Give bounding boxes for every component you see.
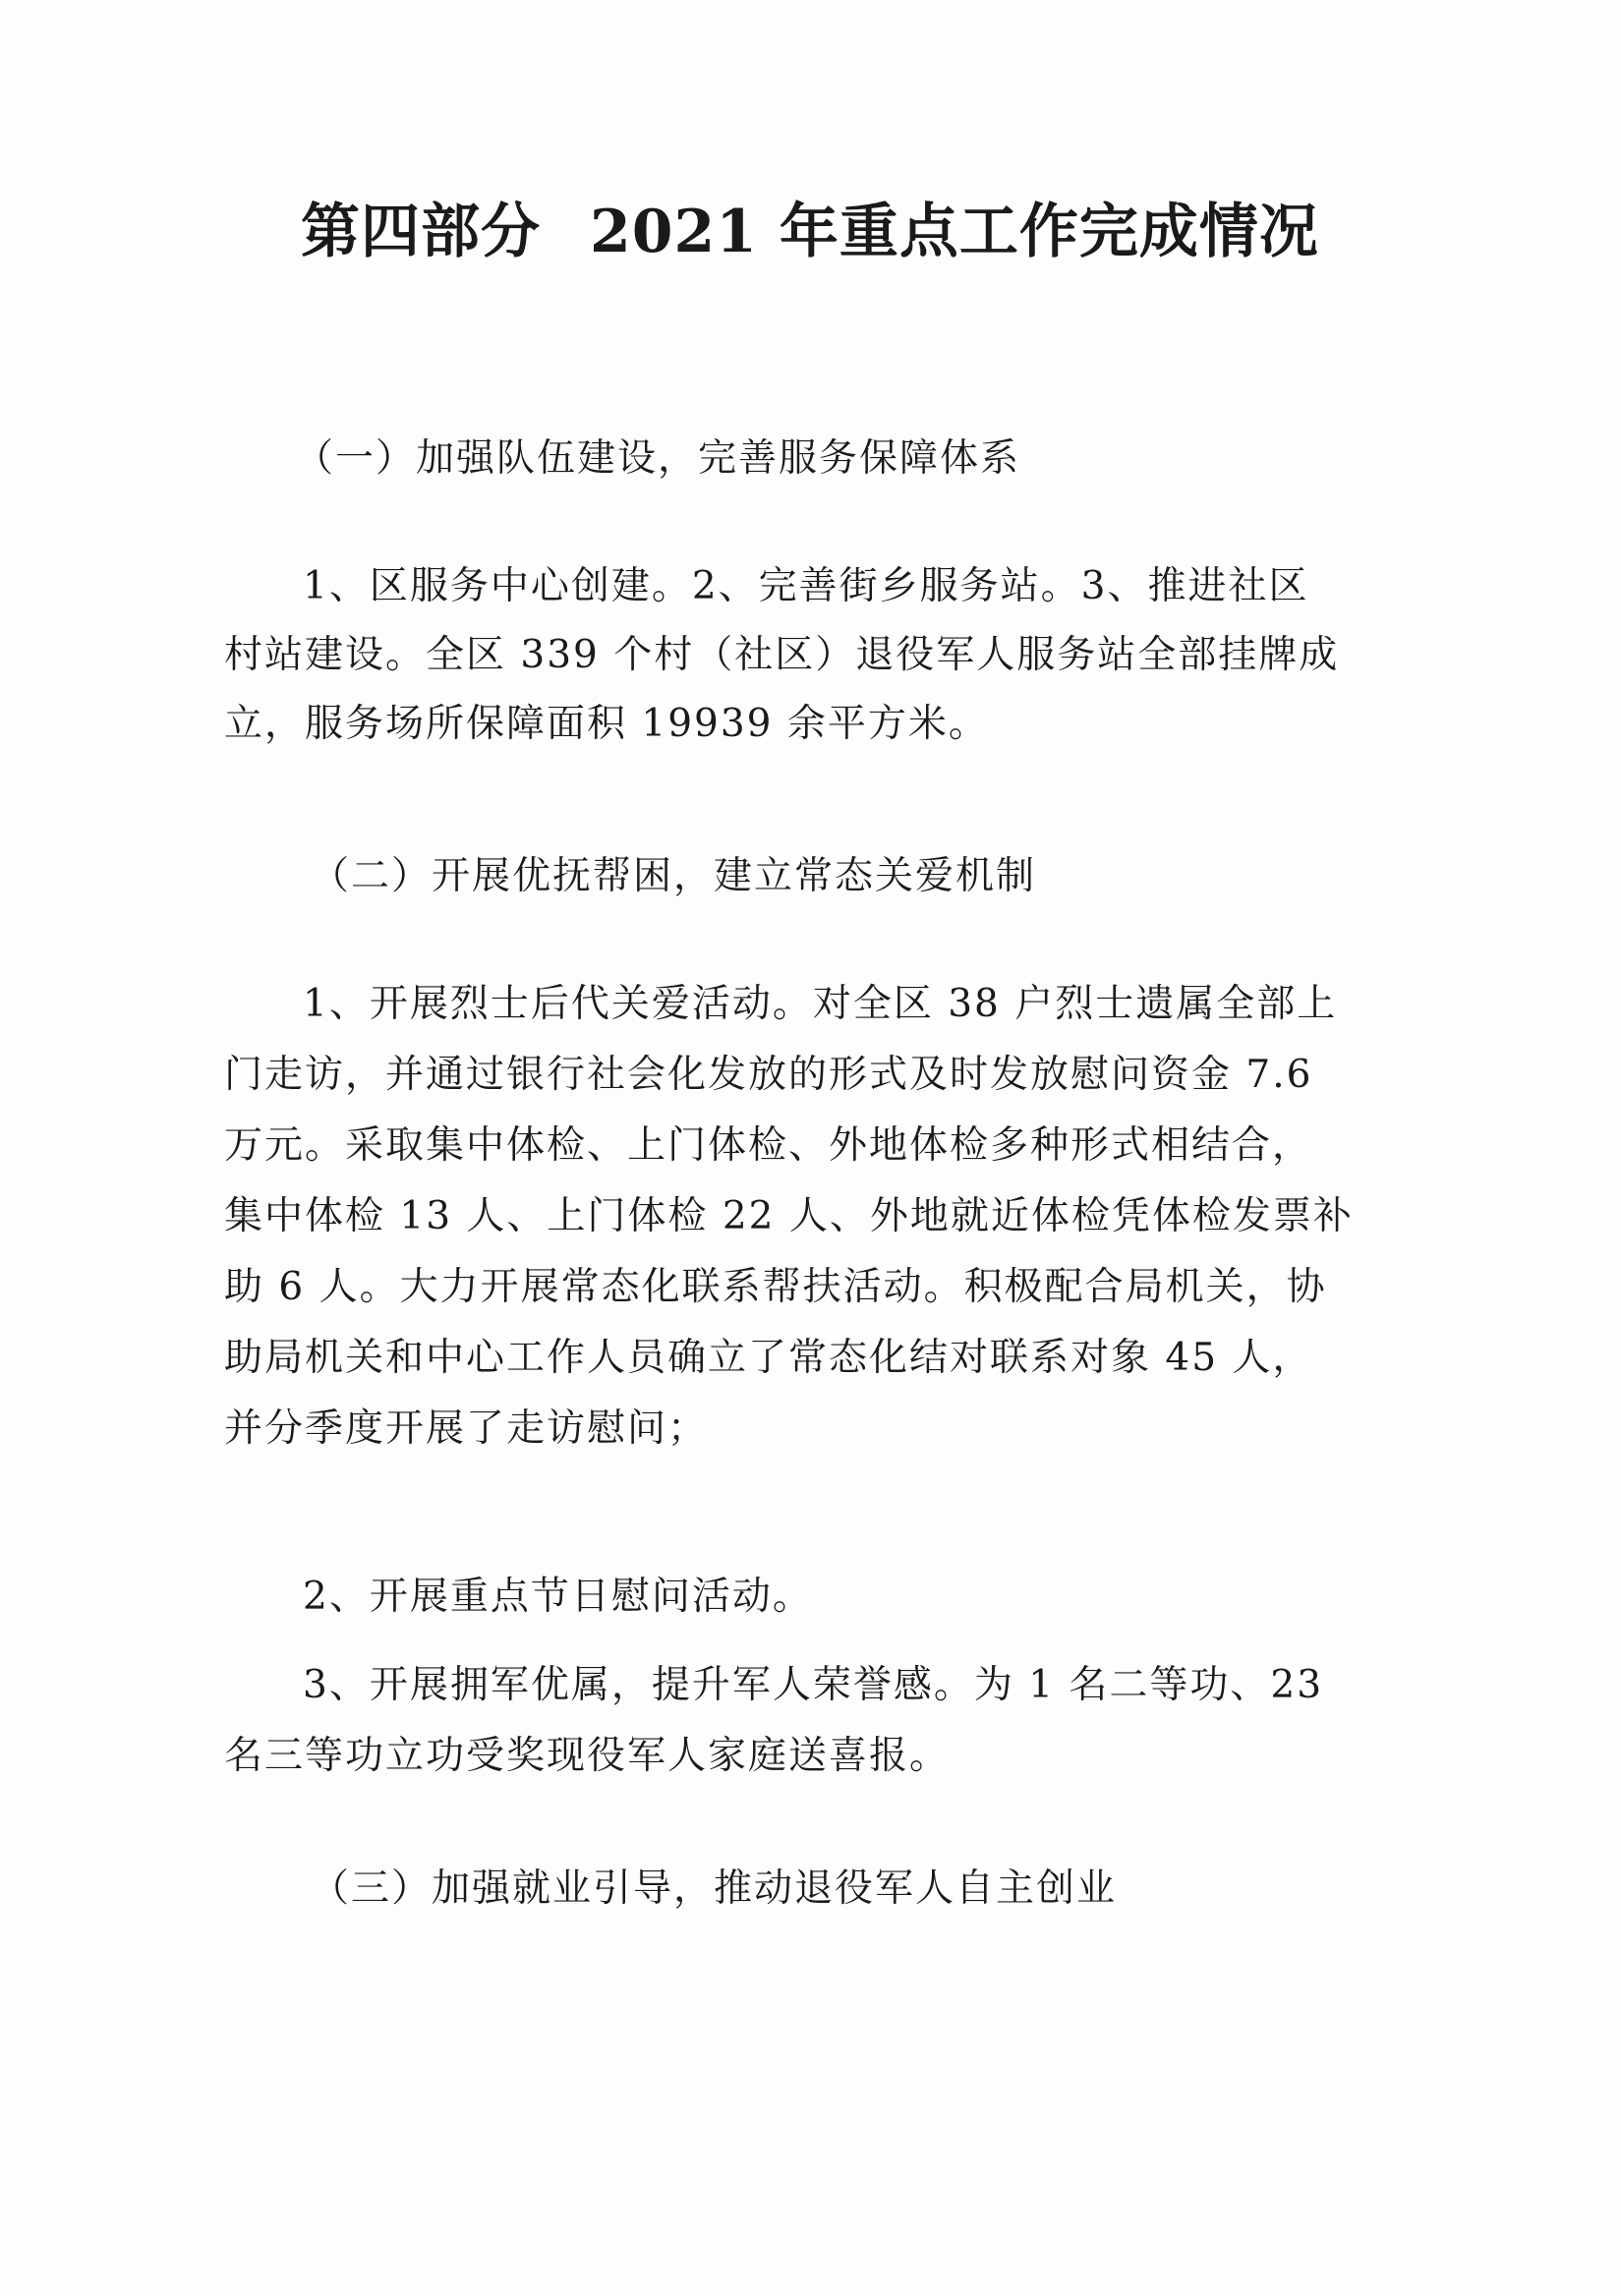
paragraph-line: 助 6 人。大力开展常态化联系帮扶活动。积极配合局机关，协 [224, 1265, 1327, 1309]
section-heading-3: （三）加强就业引导，推动退役军人自主创业 [311, 1866, 1118, 1911]
title-part: 第四部分 [301, 198, 542, 266]
paragraph-line: 1、开展烈士后代关爱活动。对全区 38 户烈士遗属全部上 [303, 982, 1338, 1026]
paragraph-line: 立，服务场所保障面积 19939 余平方米。 [224, 702, 989, 746]
paragraph-line: 村站建设。全区 339 个村（社区）退役军人服务站全部挂牌成 [224, 633, 1340, 677]
paragraph-line: 集中体检 13 人、上门体检 22 人、外地就近体检凭体检发票补 [224, 1194, 1354, 1238]
paragraph-line: 1、区服务中心创建。2、完善街乡服务站。3、推进社区 [303, 564, 1309, 608]
paragraph-line: 名三等功立功受奖现役军人家庭送喜报。 [224, 1734, 951, 1778]
title-main: 2021 年重点工作完成情况 [590, 198, 1319, 266]
paragraph-line: 并分季度开展了走访慰问； [224, 1406, 709, 1451]
section-heading-1: （一）加强队伍建设，完善服务保障体系 [295, 436, 1021, 481]
paragraph-line: 万元。采取集中体检、上门体检、外地体检多种形式相结合， [224, 1123, 1313, 1168]
paragraph-line: 3、开展拥军优属，提升军人荣誉感。为 1 名二等功、23 [303, 1663, 1324, 1707]
section-2-paragraph-3 [224, 1659, 1392, 1783]
paragraph-line: 助局机关和中心工作人员确立了常态化结对联系对象 45 人， [224, 1336, 1313, 1380]
section-2-paragraph-1 [224, 978, 1392, 1456]
section-heading-2: （二）开展优抚帮困，建立常态关爱机制 [311, 854, 1037, 898]
section-1-paragraph-1 [224, 560, 1392, 751]
paragraph-line: 2、开展重点节日慰问活动。 [303, 1575, 813, 1619]
paragraph-line: 门走访，并通过银行社会化发放的形式及时发放慰问资金 7.6 [224, 1053, 1313, 1097]
page-title [197, 193, 1423, 271]
section-2-paragraph-2 [224, 1571, 1392, 1624]
